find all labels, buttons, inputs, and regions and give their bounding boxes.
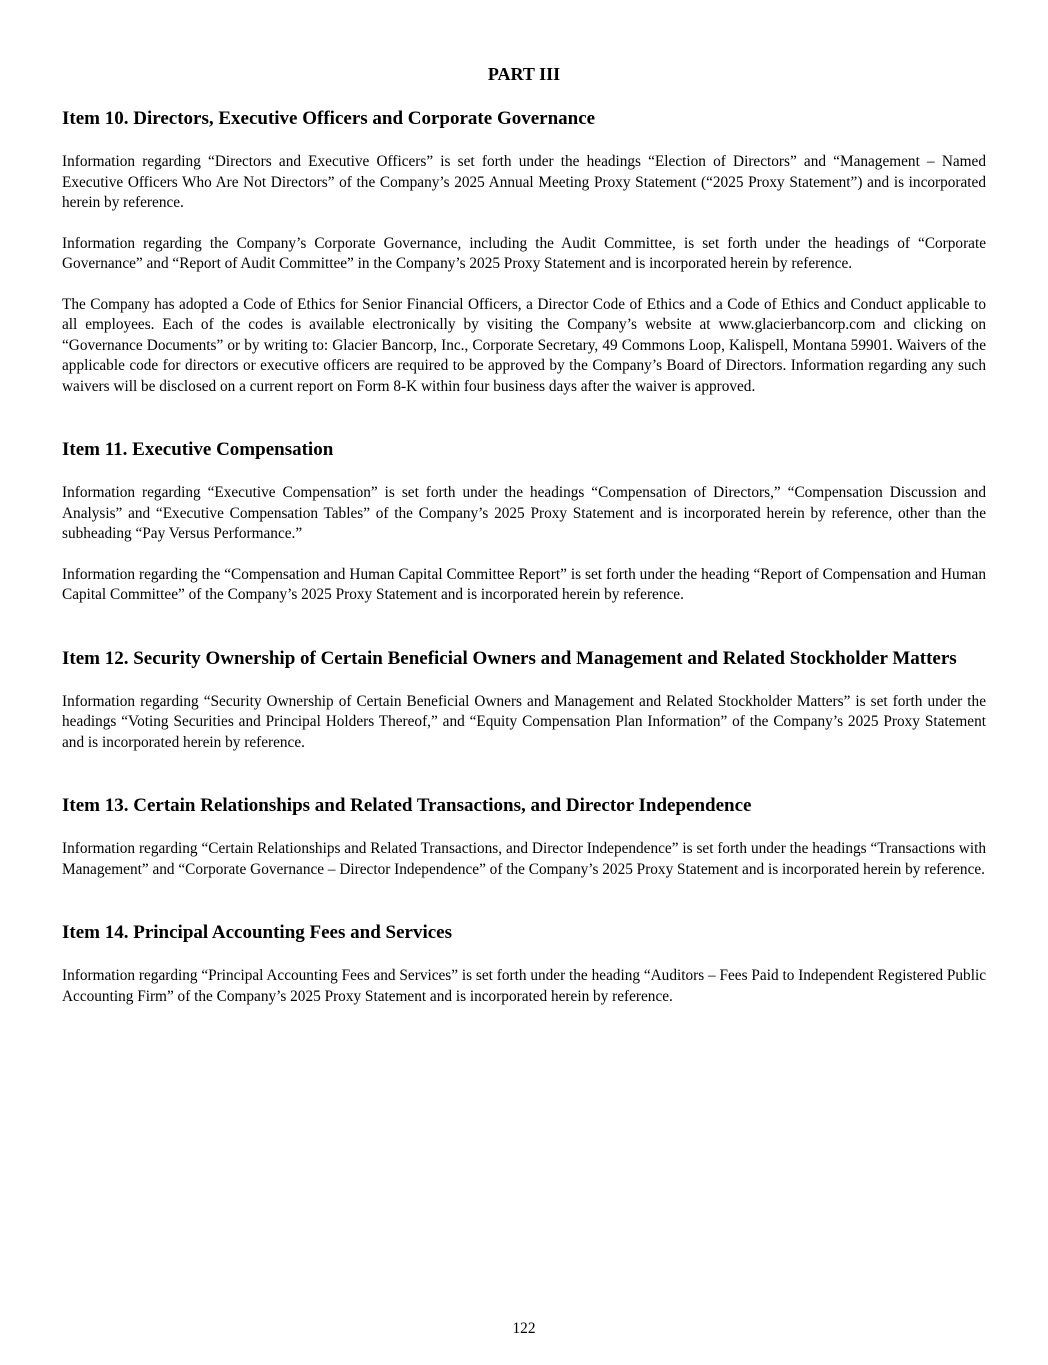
item-10-heading: Item 10. Directors, Executive Officers and Corporate Governance [62,108,596,129]
page-number: 122 [512,1320,536,1337]
item-11-section [62,438,986,606]
item-10-section [62,107,986,397]
item-10-paragraph-3: The Company has adopted a Code of Ethics for Senior Financial Officers, a Director Code of Ethics and a Code of Ethics and Conduct applicable to all employees. Each of the codes is available electronically by visiting the Company’s website at www.glacierbancorp.com and clicking on “Governance Documents” or by writing to: Glacier Bancorp, Inc., Corporate Secretary, 49 Commons Loop, Kalispell, Montana 59901. Waivers of the applicable code for directors or executive officers are required to be approved by the Company’s Board of Directors. Information regarding any such waivers will be disclosed on a current report on Form 8-K within four business days after the waiver is approved. [62,295,986,395]
item-11-paragraph-1: Information regarding “Executive Compensation” is set forth under the headings “Compensation of Directors,” “Compensation Discussion and Analysis” and “Executive Compensation Tables” of the Company’s 2025 Proxy Statement and is incorporated herein by reference, other than the subheading “Pay Versus Performance.” [62,484,986,542]
item-13-paragraph-1: Information regarding “Certain Relationships and Related Transactions, and Director Independence” is set forth under the headings “Transactions with Management” and “Corporate Governance – Director Independence” of the Company’s 2025 Proxy Statement and is incorporated herein by reference. [62,840,986,878]
document-page [62,62,986,1007]
item-13-section [62,794,986,880]
item-14-section [62,921,986,1007]
part-title: PART III [487,64,561,84]
item-12-heading: Item 12. Security Ownership of Certain Beneficial Owners and Management and Related Stockholder Matters [62,647,957,669]
item-11-heading: Item 11. Executive Compensation [62,439,334,460]
item-10-paragraph-1: Information regarding “Directors and Executive Officers” is set forth under the headings “Election of Directors” and “Management – Named Executive Officers Who Are Not Directors” of the Company’s 2025 Annual Meeting Proxy Statement (“2025 Proxy Statement”) and is incorporated herein by reference. [62,153,986,211]
item-13-heading: Item 13. Certain Relationships and Related Transactions, and Director Independence [62,795,752,816]
item-12-paragraph-1: Information regarding “Security Ownership of Certain Beneficial Owners and Management and Related Stockholder Matters” is set forth under the headings “Voting Securities and Principal Holders Thereof,” and “Equity Compensation Plan Information” of the Company’s 2025 Proxy Statement and is incorporated herein by reference. [62,692,986,751]
item-14-heading: Item 14. Principal Accounting Fees and Services [62,922,452,943]
item-10-paragraph-2: Information regarding the Company’s Corporate Governance, including the Audit Committee, is set forth under the headings of “Corporate Governance” and “Report of Audit Committee” in the Company’s 2025 Proxy Statement and is incorporated herein by reference. [62,234,986,272]
item-12-section [62,647,986,754]
item-11-paragraph-2: Information regarding the “Compensation and Human Capital Committee Report” is set forth under the heading “Report of Compensation and Human Capital Committee” of the Company’s 2025 Proxy Statement and is incorporated herein by reference. [62,565,986,603]
item-14-paragraph-1: Information regarding “Principal Accounting Fees and Services” is set forth under the heading “Auditors – Fees Paid to Independent Registered Public Accounting Firm” of the Company’s 2025 Proxy Statement and is incorporated herein by reference. [62,967,986,1005]
